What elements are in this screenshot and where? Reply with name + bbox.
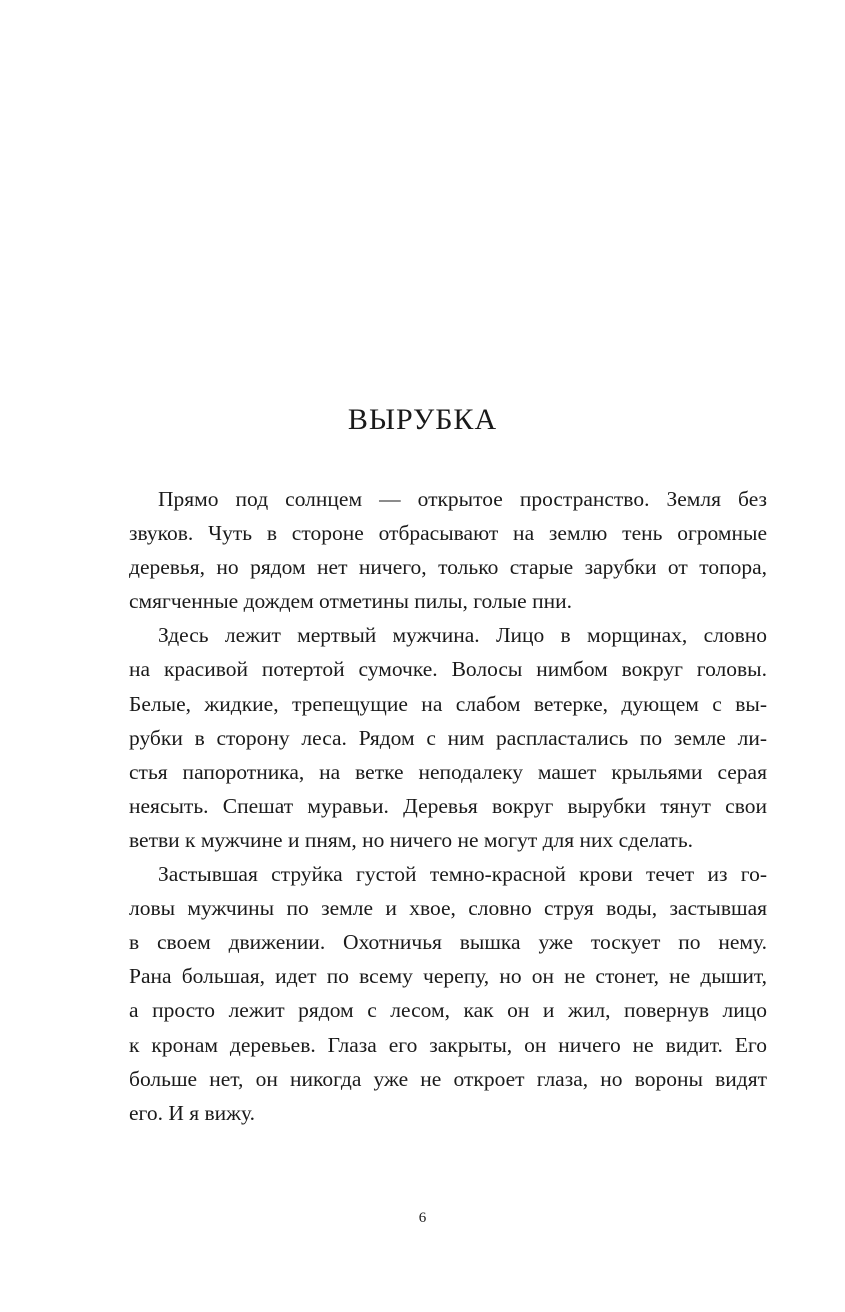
- text-line: на красивой потертой сумочке. Волосы нимбом вокруг головы.: [129, 657, 767, 682]
- text-line: к кронам деревьев. Глаза его закрыты, он ничего не видит. Его: [129, 1032, 767, 1057]
- text-line: Прямо под солнцем — открытое пространство. Земля без: [158, 487, 767, 511]
- text-line: неясыть. Спешат муравьи. Деревья вокруг вырубки тянут свои: [129, 793, 767, 818]
- text-line: его. И я вижу.: [129, 1100, 255, 1125]
- text-line: больше нет, он никогда уже не откроет глаза, но вороны видят: [129, 1066, 767, 1091]
- text-line: Застывшая струйка густой темно-красной крови течет из го-: [158, 862, 767, 887]
- text-line: Белые, жидкие, трепещущие на слабом ветерке, дующем с вы-: [129, 691, 767, 716]
- text-line: Здесь лежит мертвый мужчина. Лицо в морщинах, словно: [158, 623, 767, 648]
- paragraph-1: [129, 482, 767, 618]
- text-line: деревья, но рядом нет ничего, только старые зарубки от топора,: [129, 555, 767, 580]
- paragraph-2: [129, 618, 767, 857]
- chapter-body: [129, 482, 767, 1130]
- text-line: звуков. Чуть в стороне отбрасывают на землю тень огромные: [129, 521, 767, 546]
- chapter-title: ВЫРУБКА: [347, 403, 498, 436]
- text-line: Рана большая, идет по всему черепу, но он не стонет, не дышит,: [129, 964, 767, 989]
- paragraph-3: [129, 857, 767, 1130]
- text-line: ловы мужчины по земле и хвое, словно струя воды, застывшая: [129, 896, 767, 921]
- text-line: в своем движении. Охотничья вышка уже тоскует по нему.: [129, 930, 767, 955]
- text-line: стья папоротника, на ветке неподалеку машет крыльями серая: [129, 759, 767, 784]
- text-line: а просто лежит рядом с лесом, как он и жил, повернув лицо: [129, 998, 767, 1023]
- page-number: 6: [418, 1210, 427, 1226]
- text-line: смягченные дождем отметины пилы, голые пни.: [129, 589, 572, 614]
- text-line: рубки в сторону леса. Рядом с ним распластались по земле ли-: [129, 725, 767, 750]
- text-line: ветви к мужчине и пням, но ничего не могут для них сделать.: [129, 827, 693, 852]
